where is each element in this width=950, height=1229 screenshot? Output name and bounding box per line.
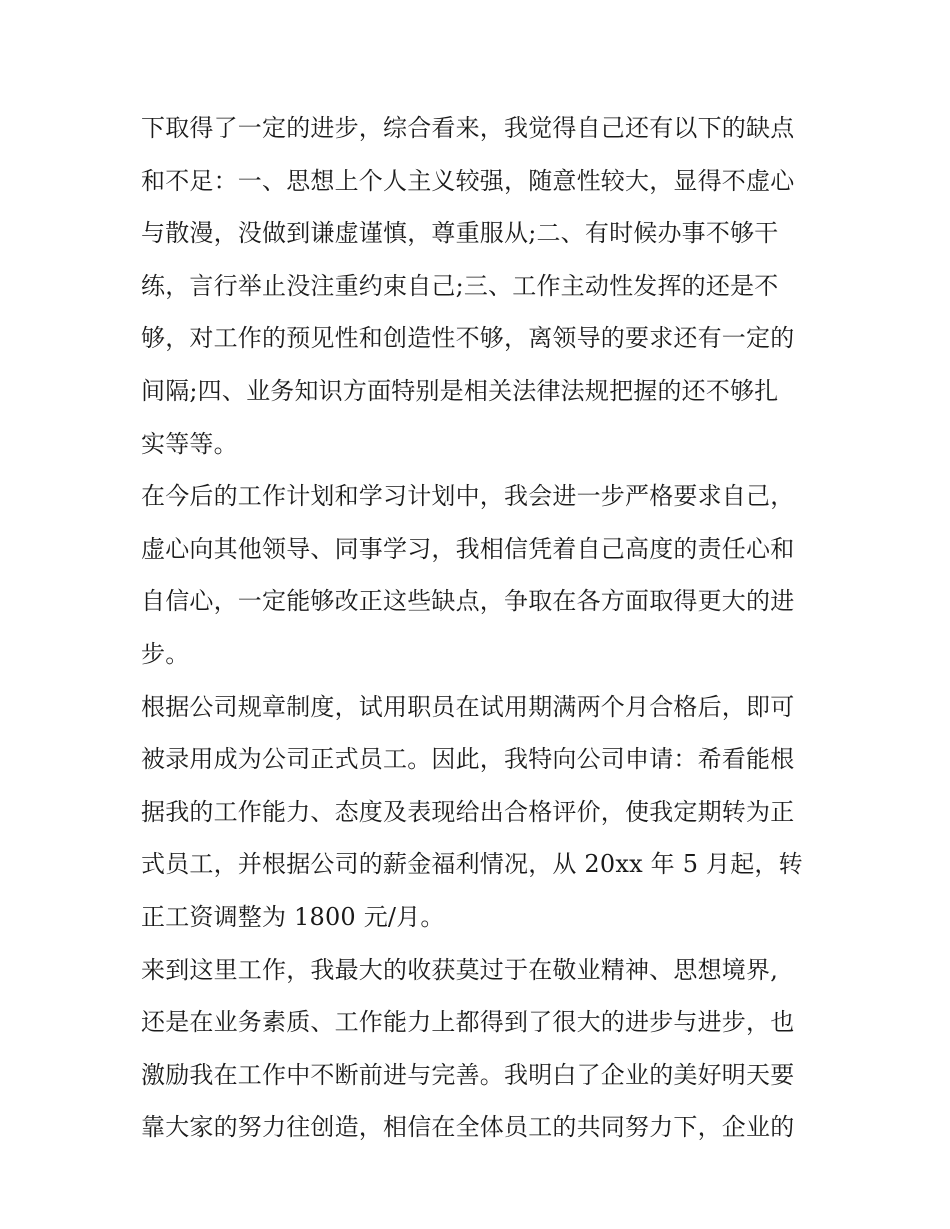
paragraph-shortcomings (141, 102, 813, 470)
text-line: 下取得了一定的进步，综合看来，我觉得自己还有以下的缺点 (141, 114, 795, 142)
text-line: 来到这里工作，我最大的收获莫过于在敬业精神、思想境界, (141, 955, 779, 984)
text-line: 根据公司规章制度，试用职员在试用期满两个月合格后，即可 (141, 692, 795, 721)
text-line: 间隔;四、业务知识方面特别是相关法律法规把握的还不够扎 (141, 376, 779, 405)
text-line: 与散漫，没做到谦虚谨慎，尊重服从;二、有时候办事不够干 (141, 219, 779, 248)
text-line: 虚心向其他领导、同事学习，我相信凭着自己高度的责任心和 (141, 534, 795, 563)
paragraph-application (141, 681, 813, 944)
text-line: 靠大家的努力往创造，相信在全体员工的共同努力下，企业的 (141, 1113, 795, 1142)
text-line: 步。 (141, 639, 190, 668)
text-line: 和不足：一、思想上个人主义较强，随意性较大，显得不虚心 (141, 166, 795, 195)
text-line: 激励我在工作中不断前进与完善。我明白了企业的美好明天要 (141, 1060, 795, 1089)
text-line: 被录用成为公司正式员工。因此，我特向公司申请：希看能根 (141, 745, 795, 774)
text-line: 式员工，并根据公司的薪金福利情况，从 20xx 年 5 月起，转 (141, 850, 803, 879)
text-line: 自信心，一定能够改正这些缺点，争取在各方面取得更大的进 (141, 587, 795, 616)
paragraph-future-plan (141, 470, 813, 680)
text-line: 练，言行举止没注重约束自己;三、工作主动性发挥的还是不 (141, 271, 779, 300)
text-line: 正工资调整为 1800 元/月。 (141, 902, 445, 931)
text-line: 实等等。 (141, 429, 238, 458)
text-line: 据我的工作能力、态度及表现给出合格评价，使我定期转为正 (141, 797, 795, 826)
document-body (141, 102, 813, 1154)
paragraph-gains (141, 944, 813, 1154)
text-line: 够，对工作的预见性和创造性不够，离领导的要求还有一定的 (141, 324, 795, 353)
text-line: 还是在业务素质、工作能力上都得到了很大的进步与进步，也 (141, 1008, 795, 1037)
text-line: 在今后的工作计划和学习计划中，我会进一步严格要求自己， (141, 482, 795, 511)
